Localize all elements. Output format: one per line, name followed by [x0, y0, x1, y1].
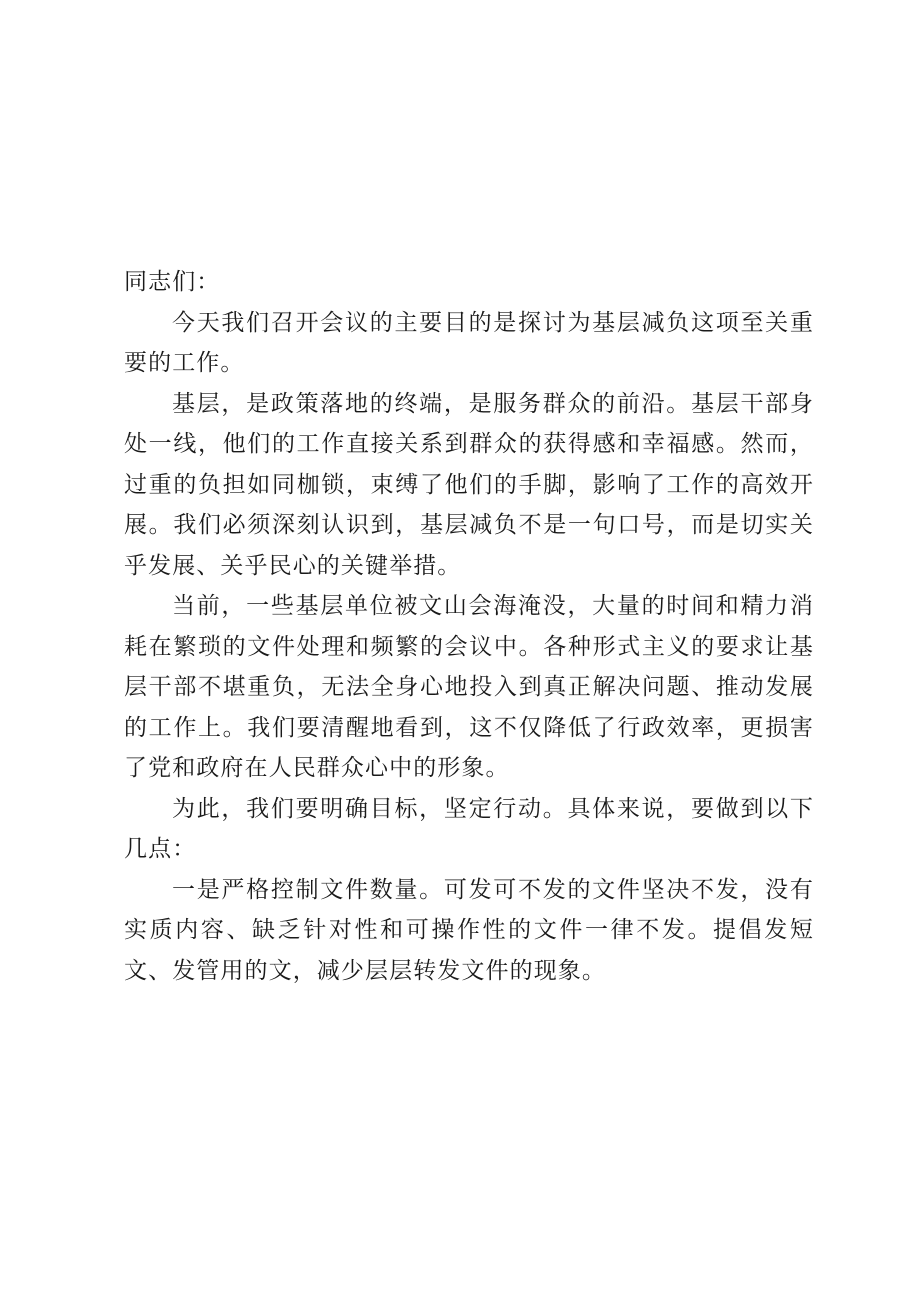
paragraph-control-documents: 一是严格控制文件数量。可发可不发的文件坚决不发，没有实质内容、缺乏针对性和可操作性的文件一律不发。提倡发短文、发管用的文，减少层层转发文件的现象。	[124, 876, 814, 984]
paragraph-current-problems: 当前，一些基层单位被文山会海淹没，大量的时间和精力消耗在繁琐的文件处理和频繁的会议中。各种形式主义的要求让基层干部不堪重负，无法全身心地投入到真正解决问题、推动发展的工作上。我们要清醒地看到，这不仅降低了行政效率，更损害了党和政府在人民群众心中的形象。	[124, 593, 814, 781]
document-body	[124, 262, 814, 991]
paragraph-grassroots-role: 基层，是政策落地的终端，是服务群众的前沿。基层干部身处一线，他们的工作直接关系到群众的获得感和幸福感。然而，过重的负担如同枷锁，束缚了他们的手脚，影响了工作的高效开展。我们必须深刻认识到，基层减负不是一句口号，而是切实关乎发展、关乎民心的关键举措。	[124, 390, 814, 579]
salutation: 同志们：	[124, 269, 221, 295]
paragraph-meeting-purpose: 今天我们召开会议的主要目的是探讨为基层减负这项至关重要的工作。	[124, 309, 814, 376]
paragraph-goals: 为此，我们要明确目标，坚定行动。具体来说，要做到以下几点：	[124, 795, 814, 862]
